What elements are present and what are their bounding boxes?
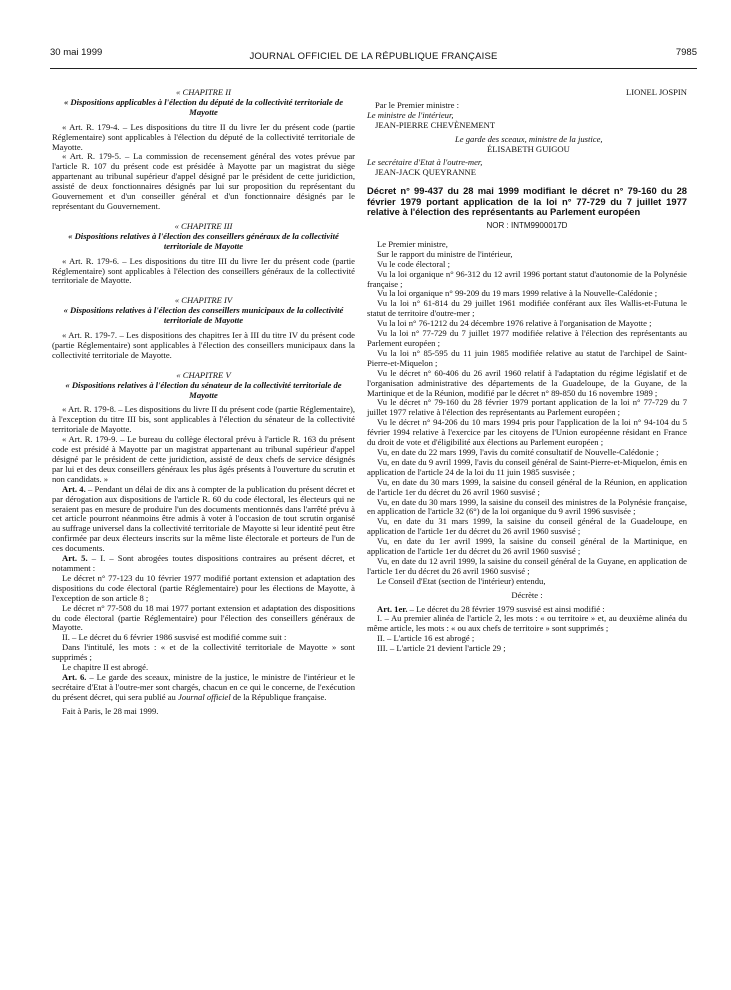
visa-paragraph: Vu, en date du 1er avril 1999, la saisine du conseil général de la Martinique, en application de l'article 1er du décret du 26 avril 1960 susvisé ; <box>367 536 687 557</box>
article-1-item-iii: III. – L'article 21 devient l'article 29 ; <box>377 643 506 654</box>
visa-paragraph: Vu le code électoral ; <box>377 258 450 269</box>
visa-paragraph: Vu, en date du 30 mars 1999, la saisine du conseil général de la Réunion, en application de l'article 1er du décret du 26 avril 1960 susvisé ; <box>367 476 687 497</box>
chapter-3-label: « CHAPITRE III <box>174 220 233 231</box>
chapter-4-label: « CHAPITRE IV <box>174 295 233 306</box>
article-1-text: – Le décret du 28 février 1979 susvisé est ainsi modifié : <box>407 603 605 614</box>
chapter-4-title: « Dispositions relatives à l'élection des conseillers municipaux de la collectivité territoriale de Mayotte <box>63 305 344 326</box>
visa-paragraph: Vu, en date du 9 avril 1999, l'avis du conseil général de Saint-Pierre-et-Miquelon, émis en application de l'article 24 de la loi du 11 juin 1985 susvisée ; <box>367 456 687 477</box>
signature-par-line: Par le Premier ministre : <box>375 99 460 110</box>
article-5-heading: Art. 5. <box>62 553 88 564</box>
article-1-item-i: I. – Au premier alinéa de l'article 2, les mots : « ou territoire » et, au deuxième alinéa du même article, les mots : « ou aux chefs de territoire » sont supprimés ; <box>367 613 687 634</box>
header-date: 30 mai 1999 <box>50 47 103 58</box>
article-5-text: – I. – Sont abrogées toutes dispositions contraires au présent décret, et notamment : <box>52 553 355 573</box>
article-4 <box>52 485 355 554</box>
article-5-item-b: Le décret n° 77-508 du 18 mai 1977 portant extension et adaptation des dispositions du code électoral (partie Réglementaire) pour l'élection des conseillers généraux de Mayotte. <box>52 602 355 633</box>
article-5 <box>52 554 355 574</box>
signing-place-date: Fait à Paris, le 28 mai 1999. <box>62 705 159 716</box>
decrete-heading: Décrète : <box>511 589 543 600</box>
header-rule <box>50 68 697 69</box>
left-column <box>52 88 355 717</box>
article-6-text-b: de la République française. <box>230 691 327 702</box>
nor-reference: NOR : INTM9900017D <box>486 221 568 231</box>
article-5-item-d: Dans l'intitulé, les mots : « et de la collectivité territoriale de Mayotte » sont supprimés ; <box>52 642 355 663</box>
article-r179-7: « Art. R. 179-7. – Les dispositions des chapitres Ier à III du titre IV du présent code (partie Réglementaire) sont applicables à l'élection des conseillers municipaux dans la collectivité territoriale de Mayotte. <box>52 330 355 360</box>
visa-paragraph: Vu le décret n° 60-406 du 26 avril 1960 relatif à l'adaptation du régime législatif et de l'organisation administrative des départements de la Guadeloupe, de la Guyane, de la Martinique et de la Réunion, modifié par le décret n° 89-850 du 16 novembre 1989 ; <box>367 367 687 398</box>
article-5-item-e: Le chapitre II est abrogé. <box>62 662 149 673</box>
header-journal-title: JOURNAL OFFICIEL DE LA RÉPUBLIQUE FRANÇAISE <box>249 51 498 62</box>
chapter-2-label: « CHAPITRE II <box>176 87 231 97</box>
article-r179-9: « Art. R. 179-9. – Le bureau du collège électoral prévu à l'article R. 163 du présent code est présidé à Mayotte par un magistrat appartenant au tribunal supérieur d'appel désigné par le président de cette juridiction, assisté de deux chefs de service désignés par lui et des deux conseillers généraux les plus âgés présents à l'ouverture du scrutin et non candidats. » <box>52 434 355 484</box>
article-5-item-c: II. – Le décret du 6 février 1986 susvisé est modifié comme suit : <box>62 632 287 643</box>
signature-justice-name: ÉLISABETH GUIGOU <box>487 143 570 154</box>
visas-list <box>367 240 687 587</box>
article-5-item-a: Le décret n° 77-123 du 10 février 1977 modifié portant extension et adaptation des dispositions du code électoral (partie Réglementaire) pour les élections de Mayotte, à l'exception de son article 8 ; <box>52 572 355 603</box>
article-1-item-ii: II. – L'article 16 est abrogé ; <box>377 633 475 644</box>
chapter-2-title: « Dispositions applicables à l'élection du député de la collectivité territoriale de Mayotte <box>63 96 344 117</box>
visa-paragraph: Sur le rapport du ministre de l'intérieur, <box>377 248 513 259</box>
article-r179-4: « Art. R. 179-4. – Les dispositions du titre II du livre Ier du présent code (partie Réglementaire) sont applicables à l'élection du député de la collectivité territoriale de Mayotte. <box>52 121 355 152</box>
visa-paragraph: Vu, en date du 31 mars 1999, la saisine du conseil général de la Guadeloupe, en application de l'article 1er du décret du 26 avril 1960 susvisé ; <box>367 516 687 537</box>
right-column <box>367 88 687 654</box>
visa-paragraph: Vu la loi n° 61-814 du 29 juillet 1961 modifiée conférant aux îles Wallis-et-Futuna le statut de territoire d'outre-mer ; <box>367 298 687 319</box>
visa-paragraph: Vu, en date du 12 avril 1999, la saisine du conseil général de la Guyane, en application de l'article 1er du décret du 26 avril 1960 susvisé ; <box>367 555 687 576</box>
article-6-text-a: – Le garde des sceaux, ministre de la justice, le ministre de l'intérieur et le secrétaire d'Etat à l'outre-mer sont chargés, chacun en ce qui le concerne, de l'exécution du présent décret, qui sera publié au <box>52 671 355 702</box>
article-4-text: – Pendant un délai de dix ans à compter de la publication du présent décret et par dérogation aux dispositions de l'article R. 60 du code électoral, les électeurs qui ne seraient pas en mesure de produire l'un des documents mentionnés dans l'arrêté prévu à cet article pourront néanmoins être admis à voter à l'occasion de tout scrutin organisé au suffrage universel dans la collectivité territoriale de Mayotte si leur identité peut être confirmée par deux électeurs inscrits sur la même liste électorale et porteurs de l'un de ces documents. <box>52 483 356 554</box>
visa-paragraph: Vu la loi n° 77-729 du 7 juillet 1977 modifiée relative à l'élection des représentants au Parlement européen ; <box>367 328 687 348</box>
header-page-number: 7985 <box>675 47 697 58</box>
article-1-heading: Art. 1er. <box>377 603 408 614</box>
article-6-journal-ref: Journal officiel <box>178 691 231 702</box>
article-4-heading: Art. 4. <box>62 483 86 494</box>
visa-paragraph: Vu le décret n° 79-160 du 28 février 1979 portant application de la loi n° 77-729 du 7 juillet 1977 relative à l'élection des représentants au Parlement européen ; <box>367 397 687 418</box>
visa-paragraph: Vu le décret n° 94-206 du 10 mars 1994 pris pour l'application de la loi n° 94-104 du 5 février 1994 relative à l'exercice par les citoyens de l'Union européenne résidant en France du droit de vote et d'éligibilité aux élections au Parlement européen ; <box>367 417 687 448</box>
visa-paragraph: Le Conseil d'Etat (section de l'intérieur) entendu, <box>377 575 546 586</box>
visa-paragraph: Le Premier ministre, <box>377 238 448 249</box>
signature-interior-role: Le ministre de l'intérieur, <box>367 109 454 120</box>
decree-title: Décret n° 99-437 du 28 mai 1999 modifiant le décret n° 79-160 du 28 février 1979 portant application de la loi n° 77-729 du 7 juillet 1977 relative à l'élection des représentants au Parlement européen <box>367 185 687 218</box>
article-r179-5: « Art. R. 179-5. – La commission de recensement général des votes prévue par l'article R. 107 du présent code est présidée à Mayotte par un magistrat du siège appartenant au tribunal supérieur d'appel désigné par le président de cette juridiction, assisté de deux fonctionnaires désignés par lui sur proposition du représentant du Gouvernement et d'un conseiller général et d'un fonctionnaire désignés par le représentant du Gouvernement. <box>52 151 355 211</box>
visa-paragraph: Vu la loi organique n° 99-209 du 19 mars 1999 relative à la Nouvelle-Calédonie ; <box>377 288 658 299</box>
chapter-5-label: « CHAPITRE V <box>176 369 231 380</box>
visa-paragraph: Vu la loi organique n° 96-312 du 12 avril 1996 portant statut d'autonomie de la Polynésie française ; <box>367 268 687 289</box>
visa-paragraph: Vu la loi n° 85-595 du 11 juin 1985 modifiée relative au statut de l'archipel de Saint-Pierre-et-Miquelon ; <box>367 347 687 368</box>
signature-overseas-role: Le secrétaire d'Etat à l'outre-mer, <box>367 157 483 168</box>
signature-interior-name: JEAN-PIERRE CHEVÈNEMENT <box>375 119 496 130</box>
chapter-5-title: « Dispositions relatives à l'élection du sénateur de la collectivité territoriale de Mayotte <box>65 379 342 400</box>
article-6-heading: Art. 6. <box>62 671 87 682</box>
article-6 <box>52 673 355 703</box>
page-header <box>50 47 697 67</box>
article-r179-8: « Art. R. 179-8. – Les dispositions du livre II du présent code (partie Réglementaire), à l'exception du titre III bis, sont applicables à l'élection du sénateur de la collectivité territoriale de Mayotte. <box>52 404 355 435</box>
article-r179-6: « Art. R. 179-6. – Les dispositions du titre III du livre Ier du présent code (partie Réglementaire) sont applicables à l'élection des conseillers généraux de la collectivité territoriale de Mayotte. <box>52 255 355 286</box>
signature-prime-minister: LIONEL JOSPIN <box>625 87 687 97</box>
visa-paragraph: Vu, en date du 30 mars 1999, la saisine du conseil des ministres de la Polynésie française, en application de l'article 32 (6°) de la loi organique du 9 avril 1996 susvisée ; <box>367 496 687 517</box>
visa-paragraph: Vu, en date du 22 mars 1999, l'avis du comité consultatif de Nouvelle-Calédonie ; <box>377 446 659 457</box>
chapter-3-title: « Dispositions relatives à l'élection des conseillers généraux de la collectivité territoriale de Mayotte <box>68 230 339 251</box>
visa-paragraph: Vu la loi n° 76-1212 du 24 décembre 1976 relative à l'organisation de Mayotte ; <box>377 318 652 329</box>
signature-overseas-name: JEAN-JACK QUEYRANNE <box>375 167 476 178</box>
signature-justice-role: Le garde des sceaux, ministre de la justice, <box>455 133 603 144</box>
